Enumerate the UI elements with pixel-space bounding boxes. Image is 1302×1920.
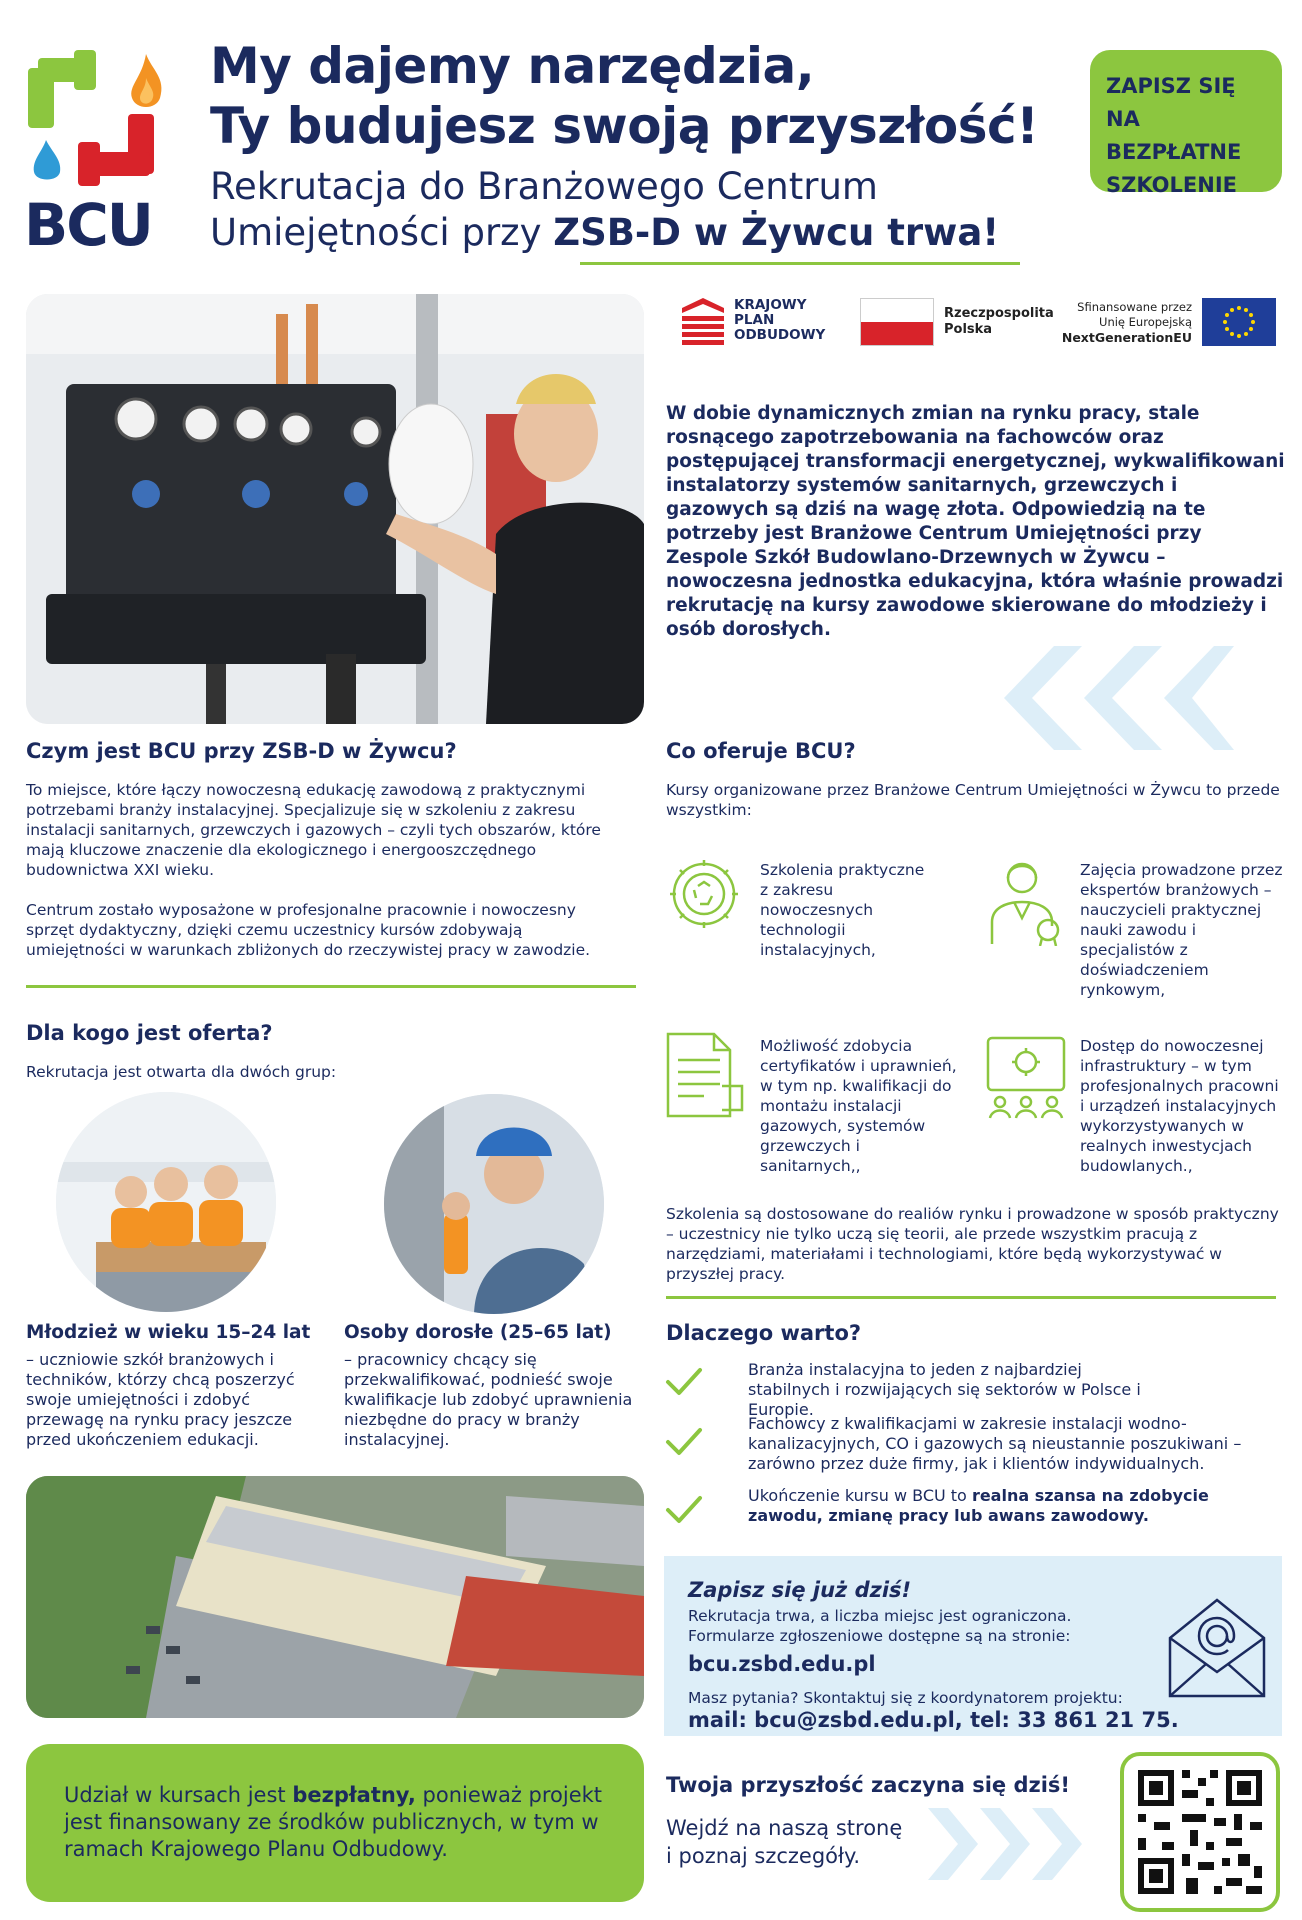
cta-line-1: ZAPISZ SIĘ <box>1106 74 1236 98</box>
signup-question: Masz pytania? Skontaktuj się z koordynatorem projektu: <box>688 1689 1123 1707</box>
offer-item-1: Szkolenia praktyczne z zakresu nowoczesnych technologii instalacyjnych, <box>760 861 925 959</box>
pipes-logo-icon <box>24 48 170 198</box>
funding-bold: bezpłatny, <box>292 1783 416 1807</box>
eu-flag-icon <box>1202 298 1276 346</box>
envelope-at-icon <box>1162 1592 1272 1702</box>
why-item-3-plain: Ukończenie kursu w BCU to <box>748 1486 972 1505</box>
headline-line-1: My dajemy narzędzia, <box>210 37 815 95</box>
audience-intro: Rekrutacja jest otwarta dla dwóch grup: <box>26 1063 337 1081</box>
eu-line-2: Unię Europejską <box>1099 315 1192 329</box>
subtitle-plain: Umiejętności przy <box>210 211 554 254</box>
bcu-logo <box>24 48 170 259</box>
logo-text: BCU <box>24 191 152 259</box>
eu-line-1: Sfinansowane przez <box>1077 300 1192 314</box>
youth-text: – uczniowie szkół branżowych i techników, którzy chcą poszerzyć swoje umiejętności i zdobyć przewagę na rynku pracy jeszcze przed ukończeniem edukacji. <box>26 1350 295 1449</box>
check-icon <box>664 1362 704 1402</box>
headline-line-2: Ty budujesz swoją przyszłość! <box>210 97 1039 155</box>
why-item-1: Branża instalacyjna to jeden z najbardziej stabilnych i rozwijających się sektorów w Polsce i Europie. <box>748 1360 1141 1419</box>
polish-flag <box>860 298 934 346</box>
offer-item-4: Dostęp do nowoczesnej infrastruktury – w tym profesjonalnych pracowni i urządzeń instalacyjnych wykorzystywanych w realnych inwestycjach budowlanych., <box>1080 1037 1279 1175</box>
audience-title: Dla kogo jest oferta? <box>26 1021 273 1045</box>
subtitle-bold: ZSB-D w Żywcu trwa! <box>553 211 1000 254</box>
eu-line-3: NextGenerationEU <box>1061 330 1192 345</box>
signup-line-1: Rekrutacja trwa, a liczba miejsc jest ograniczona. <box>688 1607 1072 1625</box>
offer-item-3: Możliwość zdobycia certyfikatów i uprawnień, w tym np. kwalifikacji do montażu instalacji gazowych, systemów grzewczych i sanitarnych,, <box>760 1037 957 1175</box>
funding-box <box>26 1744 644 1902</box>
rp-line-1: Rzeczpospolita <box>944 306 1054 321</box>
qr-code[interactable] <box>1120 1752 1280 1912</box>
expert-badge-icon <box>984 856 1064 946</box>
signup-contact[interactable]: mail: bcu@zsbd.edu.pl, tel: 33 861 21 75. <box>688 1708 1179 1732</box>
what-is-paragraph-2: Centrum zostało wyposażone w profesjonalne pracownie i nowoczesny sprzęt dydaktyczny, dzięki czemu uczestnicy kursów zdobywają umiejętności w warunkach zbliżonych do rzeczywistej pracy w zawodzie. <box>26 901 591 959</box>
check-icon <box>664 1490 704 1530</box>
future-line-2: i poznaj szczegóły. <box>666 1844 861 1868</box>
qr-code-icon <box>1124 1756 1276 1908</box>
cta-line-3: SZKOLENIE <box>1106 173 1237 197</box>
offer-outro: Szkolenia są dostosowane do realiów rynku i prowadzone w sposób praktyczny – uczestnicy nie tylko uczą się teorii, ale przede wszystkim pracują z narzędziami, materiałami i technologiami, które będą wykorzystywać w przyszłej pracy. <box>666 1205 1279 1283</box>
offer-intro: Kursy organizowane przez Branżowe Centrum Umiejętności w Żywcu to przede wszystkim: <box>666 781 1280 819</box>
intro-paragraph: W dobie dynamicznych zmian na rynku pracy, stale rosnącego zapotrzebowania na fachowców oraz postępującej transformacji energetycznej, wykwalifikowani instalatorzy systemów sanitarnych, grzewczych i gazowych są dziś na wagę złota. Odpowiedzią na te potrzeby jest Branżowe Centrum Umiejętności przy Zespole Szkół Budowlano-Drzewnych w Żywcu – nowoczesna jednostka edukacyjna, która właśnie prowadzi rekrutację na kursy zawodowe skierowane do młodzieży i osób dorosłych. <box>666 403 1285 640</box>
certificate-document-icon <box>664 1030 744 1120</box>
offer-item-2: Zajęcia prowadzone przez ekspertów branżowych – nauczycieli praktycznej nauki zawodu i specjalistów z doświadczeniem rynkowym, <box>1080 861 1283 999</box>
funding-post: ponieważ projekt jest finansowany ze środków publicznych, w tym w ramach Krajowego Planu Odbudowy. <box>64 1783 603 1861</box>
why-item-2: Fachowcy z kwalifikacjami w zakresie instalacji wodno-kanalizacyjnych, CO i gazowych są nieustannie poszukiwani – zarówno przez duże firmy, jak i klientów indywidualnych. <box>748 1414 1242 1473</box>
why-item-3-bold: realna szansa na zdobycie zawodu, zmianę pracy lub awans zawodowy. <box>748 1486 1209 1525</box>
why-item-3 <box>748 1486 1288 1526</box>
signup-url-link[interactable]: bcu.zsbd.edu.pl <box>688 1652 876 1676</box>
signup-title: Zapisz się już dziś! <box>688 1578 912 1602</box>
what-is-paragraph-1: To miejsce, które łączy nowoczesną edukację zawodową z praktycznymi potrzebami branży instalacyjnej. Specjalizuje się w szkoleniu z zakresu instalacji sanitarnych, grzewczych i gazowych – czyli tych obszarów, które mają kluczowe znaczenie dla ekologicznego i energooszczędnego budownictwa XXI wieku. <box>26 781 601 879</box>
school-aerial-photo <box>26 1476 644 1718</box>
rp-line-2: Polska <box>944 322 993 337</box>
kpo-line-3: ODBUDOWY <box>734 327 826 343</box>
what-is-title: Czym jest BCU przy ZSB-D w Żywcu? <box>26 739 457 763</box>
chevrons-left-decoration <box>984 646 1234 750</box>
chevrons-right-decoration <box>924 1808 1084 1880</box>
cta-signup-badge[interactable] <box>1090 50 1282 197</box>
adult-title: Osoby dorosłe (25–65 lat) <box>344 1322 612 1343</box>
gear-recycle-icon <box>664 856 744 932</box>
funding-pre: Udział w kursach jest <box>64 1783 293 1807</box>
section-divider-right-1 <box>666 1296 1276 1299</box>
workshop-monitor-icon <box>984 1034 1068 1120</box>
workshop-photo <box>26 294 644 724</box>
future-line-1: Wejdź na naszą stronę <box>666 1816 903 1840</box>
subtitle-line-2 <box>210 210 1090 256</box>
kpo-logo <box>680 296 850 348</box>
signup-line-2: Formularze zgłoszeniowe dostępne są na stronie: <box>688 1627 1071 1645</box>
future-title: Twoja przyszłość zaczyna się dziś! <box>666 1773 1070 1797</box>
kpo-line-1: KRAJOWY <box>734 297 807 313</box>
youth-title: Młodzież w wieku 15–24 lat <box>26 1322 311 1343</box>
why-title: Dlaczego warto? <box>666 1321 862 1345</box>
check-icon <box>664 1422 704 1462</box>
offer-title: Co oferuje BCU? <box>666 739 856 763</box>
signup-box <box>664 1556 1282 1736</box>
kpo-stripes-icon <box>680 296 726 346</box>
section-divider-left-1 <box>26 985 636 988</box>
cta-line-2: NA BEZPŁATNE <box>1106 107 1242 164</box>
adult-worker-photo <box>384 1094 604 1314</box>
header-underline <box>580 262 1020 265</box>
youth-photo <box>56 1092 276 1312</box>
adult-text: – pracownicy chcący się przekwalifikować, podnieść swoje kwalifikacje lub zdobyć uprawnienia niezbędne do pracy w branży instalacyjnej. <box>344 1350 633 1449</box>
kpo-line-2: PLAN <box>734 312 775 328</box>
subtitle-line-1: Rekrutacja do Branżowego Centrum <box>210 165 878 208</box>
